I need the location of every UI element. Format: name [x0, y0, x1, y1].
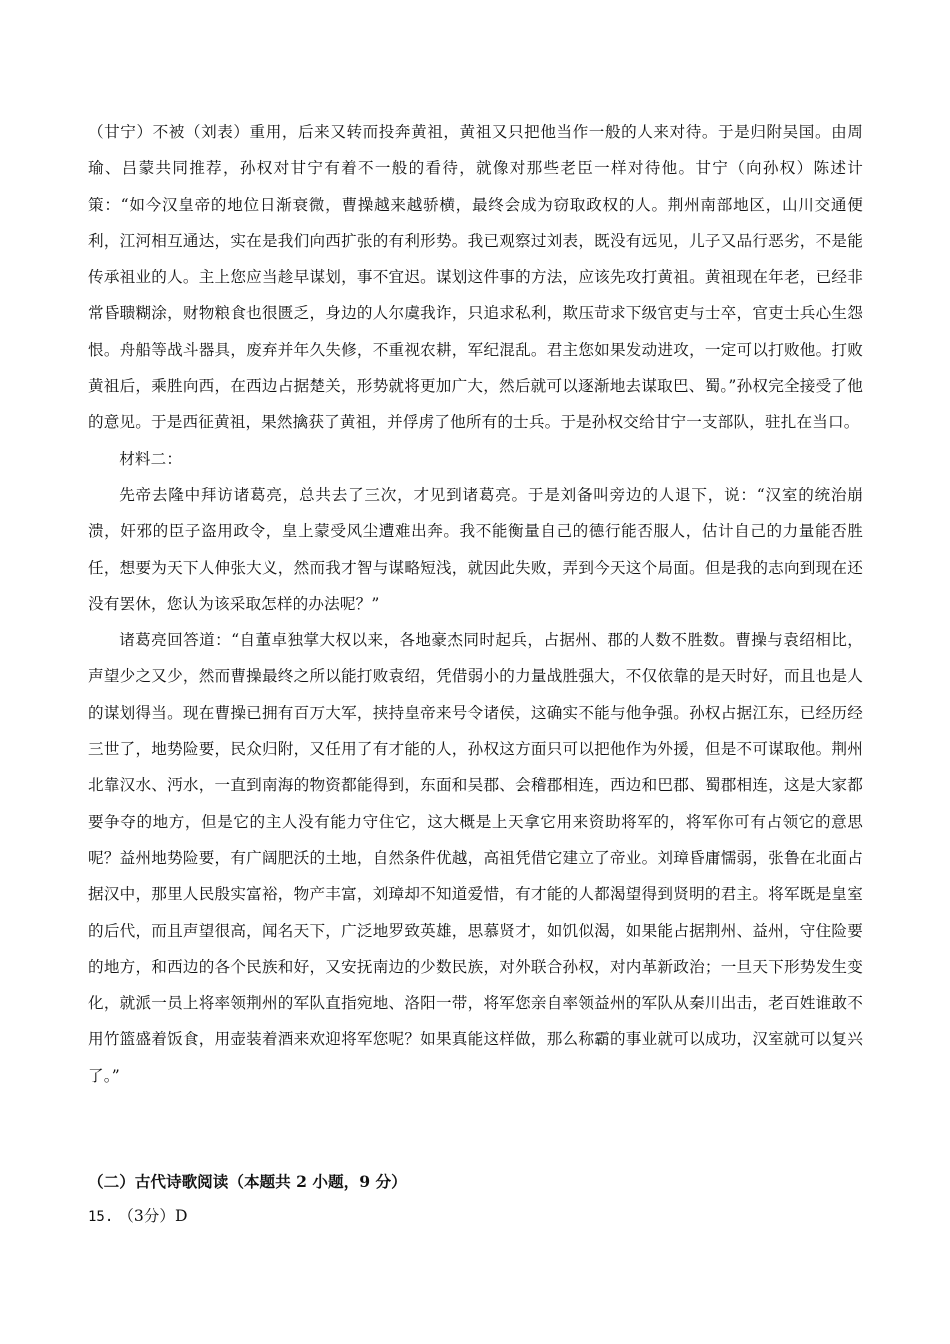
- answer-15: [88, 1204, 187, 1229]
- translation-paragraph-2: 先帝去隆中拜访诸葛亮，总共去了三次，才见到诸葛亮。于是刘备叫旁边的人退下，说：“汉室的统治崩溃，奸邪的臣子盗用政令，皇上蒙受风尘遭难出奔。我不能衡量自己的德行能否服人，估计自己的力量能否胜任，想要为天下人伸张大义，然而我才智与谋略短浅，就因此失败，弄到今天这个局面。但是我的志向到现在还没有罢休，您认为该采取怎样的办法呢？”: [88, 485, 863, 613]
- translation-paragraph-3: 诸葛亮回答道：“自董卓独掌大权以来，各地豪杰同时起兵，占据州、郡的人数不胜数。曹操与袁绍相比，声望少之又少，然而曹操最终之所以能打败袁绍，凭借弱小的力量战胜强大，不仅依靠的是天时好，而且也是人的谋划得当。现在曹操已拥有百万大军，挟持皇帝来号令诸侯，这确实不能与他争强。孙权占据江东，已经历经三世了，地势险要，民众归附，又任用了有才能的人，孙权这方面只可以把他作为外援，但是不可谋取他。荆州北靠汉水、沔水，一直到南海的物资都能得到，东面和吴郡、会稽郡相连，西边和巴郡、蜀郡相连，这是大家都要争夺的地方，但是它的主人没有能力守住它，这大概是上天拿它用来资助将军的，将军你可有占领它的意思呢？益州地势险要，有广阔肥沃的土地，自然条件优越，高祖凭借它建立了帝业。刘璋昏庸懦弱，张鲁在北面占据汉中，那里人民殷实富裕，物产丰富，刘璋却不知道爱惜，有才能的人都渴望得到贤明的君主。将军既是皇室的后代，而且声望很高，闻名天下，广泛地罗致英雄，思慕贤才，如饥似渴，如果能占据荆州、益州，守住险要的地方，和西边的各个民族和好，又安抚南边的少数民族，对外联合孙权，对内革新政治；一旦天下形势发生变化，就派一员上将率领荆州的军队直指宛地、洛阳一带，将军您亲自率领益州的军队从秦川出击，老百姓谁敢不用竹篮盛着饭食，用壶装着酒来欢迎将军您呢？如果真能这样做，那么称霸的事业就可以成功，汉室就可以复兴了。”: [88, 631, 863, 1085]
- translation-paragraph-1: （甘宁）不被（刘表）重用，后来又转而投奔黄祖，黄祖又只把他当作一般的人来对待。于是归附吴国。由周瑜、吕蒙共同推荐，孙权对甘宁有着不一般的看待，就像对那些老臣一样对待他。甘宁（向孙权）陈述计策：“如今汉皇帝的地位日渐衰微，曹操越来越骄横，最终会成为窃取政权的人。荆州南部地区，山川交通便利，江河相互通达，实在是我们向西扩张的有利形势。我已观察过刘表，既没有远见，儿子又品行恶劣，不是能传承祖业的人。主上您应当趁早谋划，事不宜迟。谋划这件事的方法，应该先攻打黄祖。黄祖现在年老，已经非常昏聩糊涂，财物粮食也很匮乏，身边的人尔虞我诈，只追求私利，欺压苛求下级官吏与士卒，官吏士兵心生怨恨。舟船等战斗器具，废弃并年久失修，不重视农耕，军纪混乱。君主您如果发动进攻，一定可以打败他。打败黄祖后，乘胜向西，在西边占据楚关，形势就将更加广大，然后就可以逐渐地去谋取巴、蜀。”孙权完全接受了他的意见。于是西征黄祖，果然擒获了黄祖，并俘虏了他所有的士兵。于是孙权交给甘宁一支部队，驻扎在当口。: [88, 123, 863, 432]
- section-heading-poetry: （二）古代诗歌阅读（本题共 2 小题，9 分）: [88, 1172, 407, 1191]
- answer-text: （3分）D: [118, 1207, 188, 1225]
- answer-number: 15.: [88, 1209, 114, 1225]
- material-2-label: 材料二：: [119, 449, 183, 468]
- document-body: [88, 114, 863, 1094]
